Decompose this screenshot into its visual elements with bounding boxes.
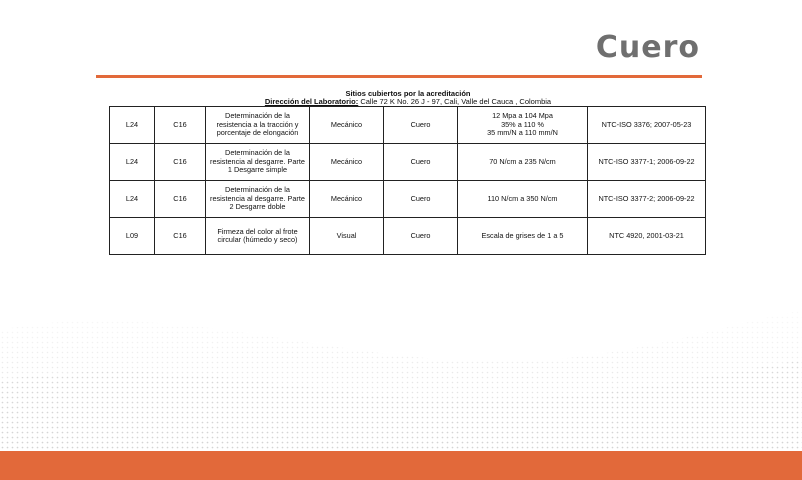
table-cell: Cuero (384, 218, 458, 255)
table-cell: L09 (110, 218, 155, 255)
table-cell: Firmeza del color al frote circular (húmedo y seco) (206, 218, 310, 255)
table-cell: Visual (310, 218, 384, 255)
table-cell: C16 (155, 181, 206, 218)
table-cell: 70 N/cm a 235 N/cm (458, 144, 588, 181)
table-cell: Cuero (384, 181, 458, 218)
dotted-wave-decoration (0, 290, 802, 450)
table-cell: 12 Mpa a 104 Mpa 35% a 110 % 35 mm/N a 110 mm/N (458, 107, 588, 144)
caption-heading: Sitios cubiertos por la acreditación (345, 89, 471, 98)
footer-band (0, 451, 802, 480)
address-value: Calle 72 K No. 26 J - 97, Cali, Valle del Cauca , Colombia (358, 97, 552, 106)
table-cell: Mecánico (310, 144, 384, 181)
table-row (110, 144, 706, 181)
table-cell: NTC-ISO 3377-2; 2006-09-22 (588, 181, 706, 218)
caption-address (110, 98, 706, 106)
table-cell: L24 (110, 181, 155, 218)
table-cell: Cuero (384, 107, 458, 144)
accreditation-table (109, 106, 706, 255)
table-cell: C16 (155, 144, 206, 181)
table-row (110, 181, 706, 218)
table-row (110, 107, 706, 144)
table-cell: NTC-ISO 3377-1; 2006-09-22 (588, 144, 706, 181)
page-title: Cuero (595, 30, 700, 65)
table-cell: C16 (155, 107, 206, 144)
table-caption (110, 90, 706, 106)
table-cell: 110 N/cm a 350 N/cm (458, 181, 588, 218)
table-cell: Escala de grises de 1 a 5 (458, 218, 588, 255)
table-cell: C16 (155, 218, 206, 255)
table-cell: Determinación de la resistencia al desgarre. Parte 1 Desgarre simple (206, 144, 310, 181)
table-cell: Mecánico (310, 107, 384, 144)
table-row (110, 218, 706, 255)
table-cell: Determinación de la resistencia a la tracción y porcentaje de elongación (206, 107, 310, 144)
address-label: Dirección del Laboratorio: (264, 97, 359, 106)
table-cell: L24 (110, 107, 155, 144)
table-cell: Mecánico (310, 181, 384, 218)
table-cell: Determinación de la resistencia al desgarre. Parte 2 Desgarre doble (206, 181, 310, 218)
table-cell: Cuero (384, 144, 458, 181)
title-divider (96, 75, 702, 78)
table-cell: NTC 4920, 2001-03-21 (588, 218, 706, 255)
table-cell: L24 (110, 144, 155, 181)
table-cell: NTC-ISO 3376; 2007-05-23 (588, 107, 706, 144)
